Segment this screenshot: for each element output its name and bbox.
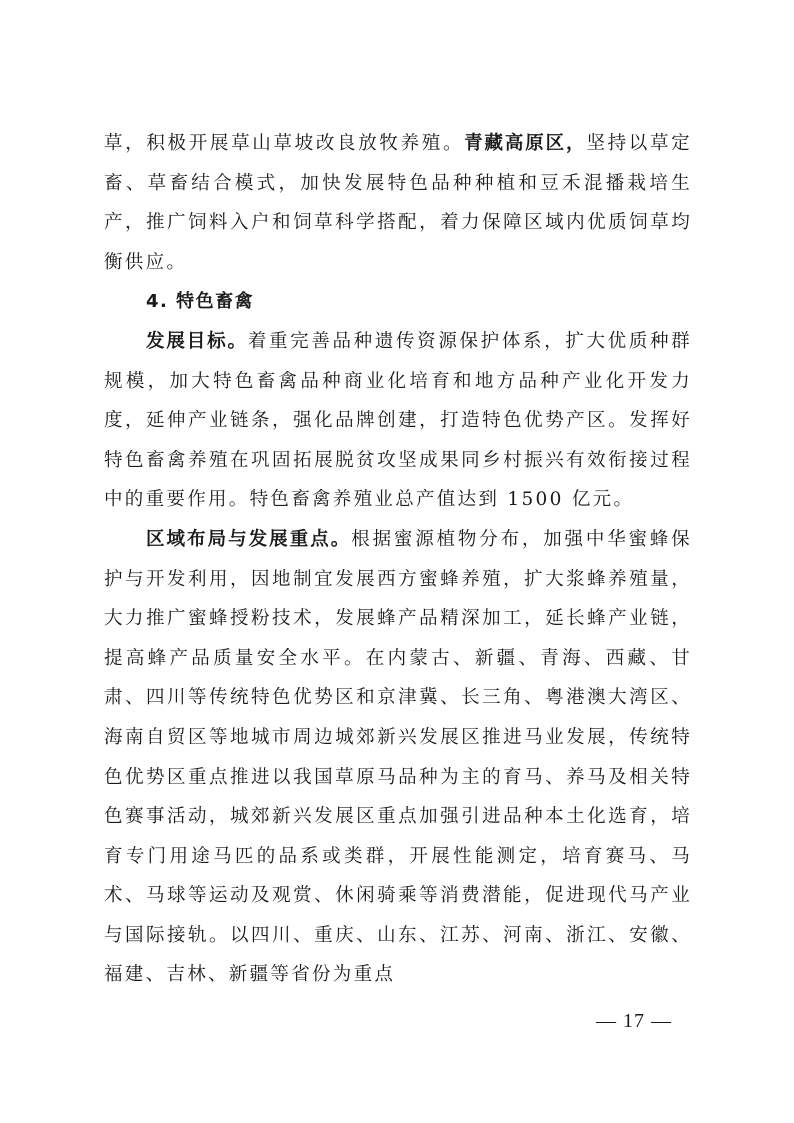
page-number: — 17 — [596,1010,672,1032]
paragraph-regional-layout [104,520,692,995]
paragraph-development-goals [104,322,692,520]
run-in-heading-layout: 区域布局与发展重点。 [146,528,352,550]
region-name-qinghai-tibet: 青藏高原区， [464,133,587,154]
run-in-heading-goals: 发展目标。 [146,330,248,352]
paragraph-text: 坚持以草定畜、草畜结合模式，加快发展特色品种种植和豆禾混播栽培生产，推广饲料入户和饲草科学搭配，着力保障区域内优质饲草均衡供应。 [104,133,692,273]
paragraph-text: 着重完善品种遗传资源保护体系，扩大优质种群规模，加大特色畜禽品种商业化培育和地方品种产业化开发力度，延伸产业链条，强化品牌创建，打造特色优势产区。发挥好特色畜禽养殖在巩固拓展脱贫攻坚成果同乡村振兴有效衔接过程中的重要作用。特色畜禽养殖业总产值达到 1500 亿元。 [104,330,692,511]
section-heading-special-livestock: 4. 特色畜禽 [146,291,255,313]
paragraph-grassland-continuation [104,124,692,282]
paragraph-text: 根据蜜源植物分布，加强中华蜜蜂保护与开发利用，因地制宜发展西方蜜蜂养殖，扩大浆蜂养殖量，大力推广蜜蜂授粉技术，发展蜂产品精深加工，延长蜂产业链，提高蜂产品质量安全水平。在内蒙古、新疆、青海、西藏、甘肃、四川等传统特色优势区和京津冀、长三角、粤港澳大湾区、海南自贸区等地城市周边城郊新兴发展区推进马业发展，传统特色优势区重点推进以我国草原马品种为主的育马、养马及相关特色赛事活动，城郊新兴发展区重点加强引进品种本土化选育，培育专门用途马匹的品系或类群，开展性能测定，培育赛马、马术、马球等运动及观赏、休闲骑乘等消费潜能，促进现代马产业与国际接轨。以四川、重庆、山东、江苏、河南、浙江、安徽、福建、吉林、新疆等省份为重点 [104,528,692,986]
paragraph-text: 草，积极开展草山草坡改良放牧养殖。 [104,133,465,154]
document-body [104,124,692,995]
